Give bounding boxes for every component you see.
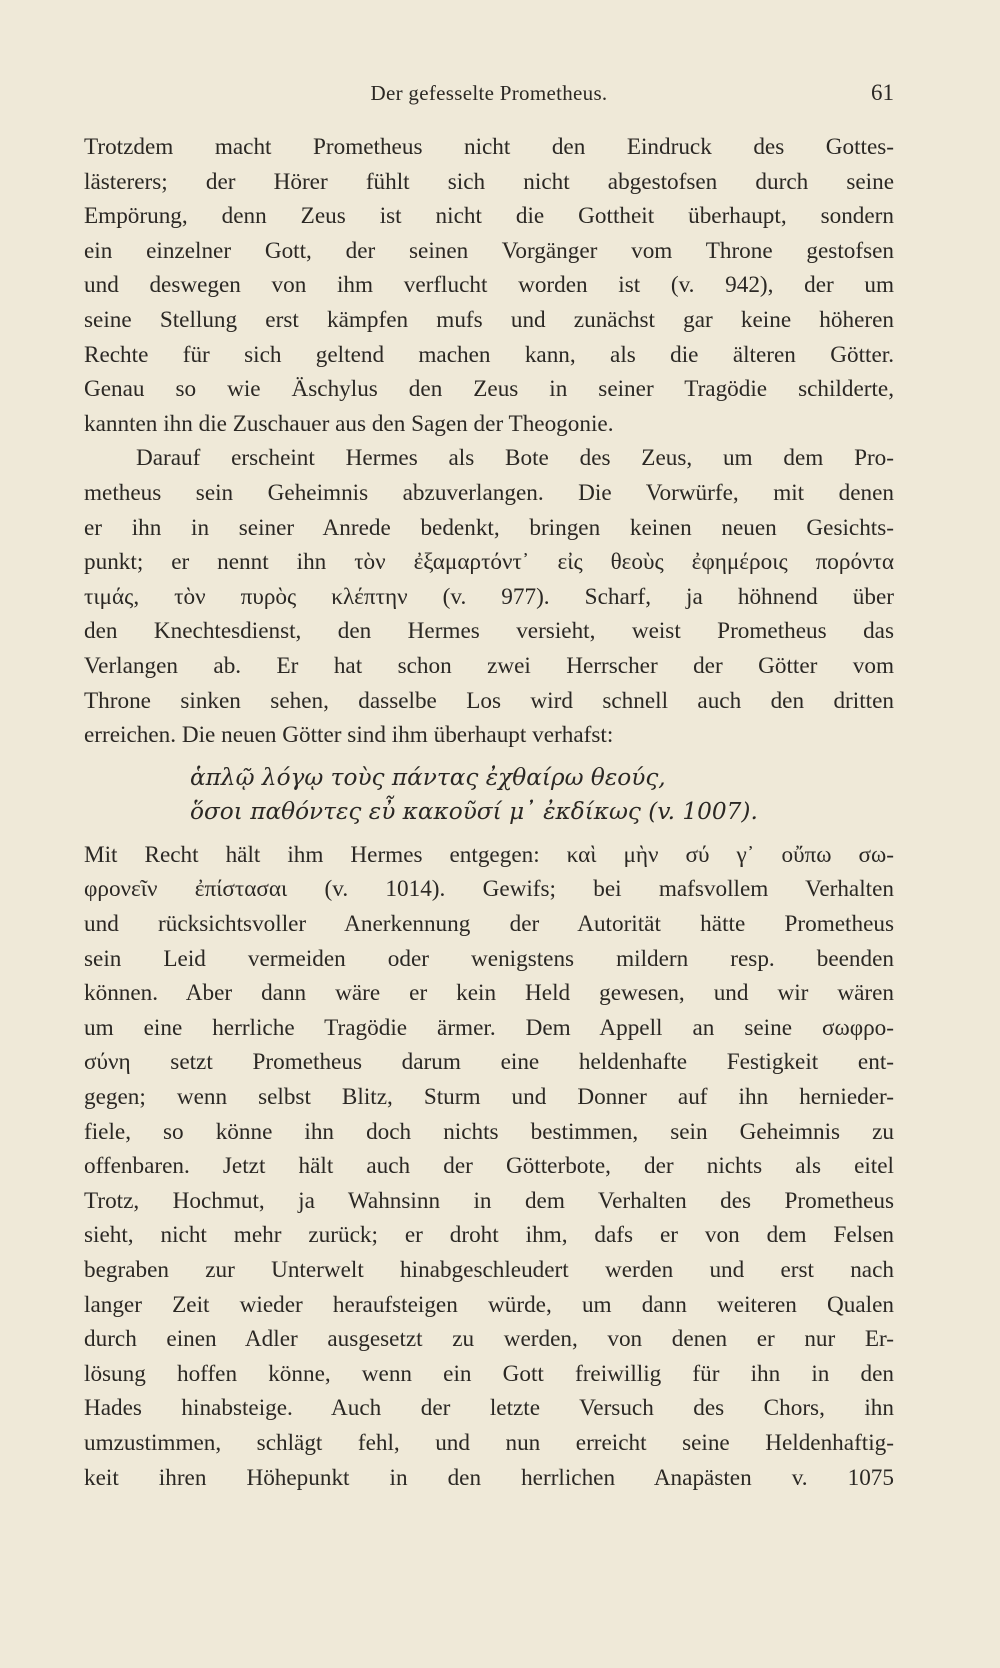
text-line: metheus sein Geheimnis abzuverlangen. Die Vorwürfe, mit denen <box>84 479 894 506</box>
text-line: und rücksichtsvoller Anerkennung der Autorität hätte Prometheus <box>84 911 894 938</box>
running-head <box>84 78 894 108</box>
text-line: sieht, nicht mehr zurück; er droht ihm, dafs er von dem Felsen <box>84 1222 894 1249</box>
quote-spacer <box>84 830 894 838</box>
text-line: Empörung, denn Zeus ist nicht die Gottheit überhaupt, sondern <box>84 203 894 230</box>
text-line: seine Stellung erst kämpfen mufs und zunächst gar keine höheren <box>84 306 894 333</box>
greek-quote-line: ὅσοι παθόντες εὖ κακοῦσί μ᾽ ἐκδίκως (v. 1007). <box>190 798 758 826</box>
text-line: Throne sinken sehen, dasselbe Los wird schnell auch den dritten <box>84 687 894 714</box>
text-line: Trotzdem macht Prometheus nicht den Eindruck des Gottes- <box>84 134 894 160</box>
text-line: lästerers; der Hörer fühlt sich nicht abgestofsen durch seine <box>84 168 894 195</box>
text-line: punkt; er nennt ihn τὸν ἐξαμαρτόντ᾽ εἰς θεοὺς ἐφημέροις πορόντα <box>84 549 894 576</box>
text-line: durch einen Adler ausgesetzt zu werden, von denen er nur Er- <box>84 1326 894 1353</box>
text-line: σύνη setzt Prometheus darum eine heldenhafte Festigkeit ent- <box>84 1049 894 1076</box>
text-line: den Knechtesdienst, den Hermes versieht, weist Prometheus das <box>84 618 894 645</box>
text-line: τιμάς, τὸν πυρὸς κλέπτην (v. 977). Scharf, ja höhnend über <box>84 583 894 610</box>
text-line: langer Zeit wieder heraufsteigen würde, um dann weiteren Qualen <box>84 1291 894 1318</box>
text-line: keit ihren Höhepunkt in den herrlichen Anapästen v. 1075 <box>84 1464 894 1491</box>
text-line: sein Leid vermeiden oder wenigstens mildern resp. beenden <box>84 945 894 972</box>
text-line: Mit Recht hält ihm Hermes entgegen: καὶ μὴν σύ γ᾽ οὔπω σω- <box>84 841 894 868</box>
body-text <box>84 130 894 1495</box>
text-line: Darauf erscheint Hermes als Bote des Zeus, um dem Pro- <box>136 445 894 472</box>
text-line: er ihn in seiner Anrede bedenkt, bringen keinen neuen Gesichts- <box>84 514 894 541</box>
text-line: gegen; wenn selbst Blitz, Sturm und Donner auf ihn hernieder- <box>84 1084 894 1111</box>
text-line: um eine herrliche Tragödie ärmer. Dem Appell an seine σωφρο- <box>84 1014 894 1041</box>
text-line: können. Aber dann wäre er kein Held gewesen, und wir wären <box>84 980 894 1007</box>
text-line: umzustimmen, schlägt fehl, und nun erreicht seine Heldenhaftig- <box>84 1429 894 1456</box>
text-line: Trotz, Hochmut, ja Wahnsinn in dem Verhalten des Prometheus <box>84 1187 894 1214</box>
text-line: Genau so wie Äschylus den Zeus in seiner Tragödie schilderte, <box>84 376 894 403</box>
text-line: erreichen. Die neuen Götter sind ihm überhaupt verhafst: <box>84 722 614 749</box>
text-line: offenbaren. Jetzt hält auch der Götterbote, der nichts als eitel <box>84 1153 894 1180</box>
text-line: kannten ihn die Zuschauer aus den Sagen der Theogonie. <box>84 410 614 437</box>
text-line: Rechte für sich geltend machen kann, als die älteren Götter. <box>84 341 894 368</box>
greek-quote-line: ἁπλῷ λόγῳ τοὺς πάντας ἐχθαίρω θεούς, <box>190 763 666 791</box>
text-line: Hades hinabsteige. Auch der letzte Versuch des Chors, ihn <box>84 1395 894 1422</box>
text-line: und deswegen von ihm verflucht worden ist (v. 942), der um <box>84 272 894 299</box>
running-title: Der gefesselte Prometheus. <box>370 81 608 105</box>
text-line: Verlangen ab. Er hat schon zwei Herrscher der Götter vom <box>84 652 894 679</box>
quote-spacer <box>84 753 894 761</box>
text-line: begraben zur Unterwelt hinabgeschleudert werden und erst nach <box>84 1257 894 1283</box>
text-line: lösung hoffen könne, wenn ein Gott freiwillig für ihn in den <box>84 1360 894 1387</box>
page-number: 61 <box>871 80 894 105</box>
text-line: φρονεῖν ἐπίστασαι (v. 1014). Gewifs; bei mafsvollem Verhalten <box>84 876 894 903</box>
text-line: fiele, so könne ihn doch nichts bestimmen, sein Geheimnis zu <box>84 1118 894 1145</box>
text-line: ein einzelner Gott, der seinen Vorgänger vom Throne gestofsen <box>84 237 894 264</box>
